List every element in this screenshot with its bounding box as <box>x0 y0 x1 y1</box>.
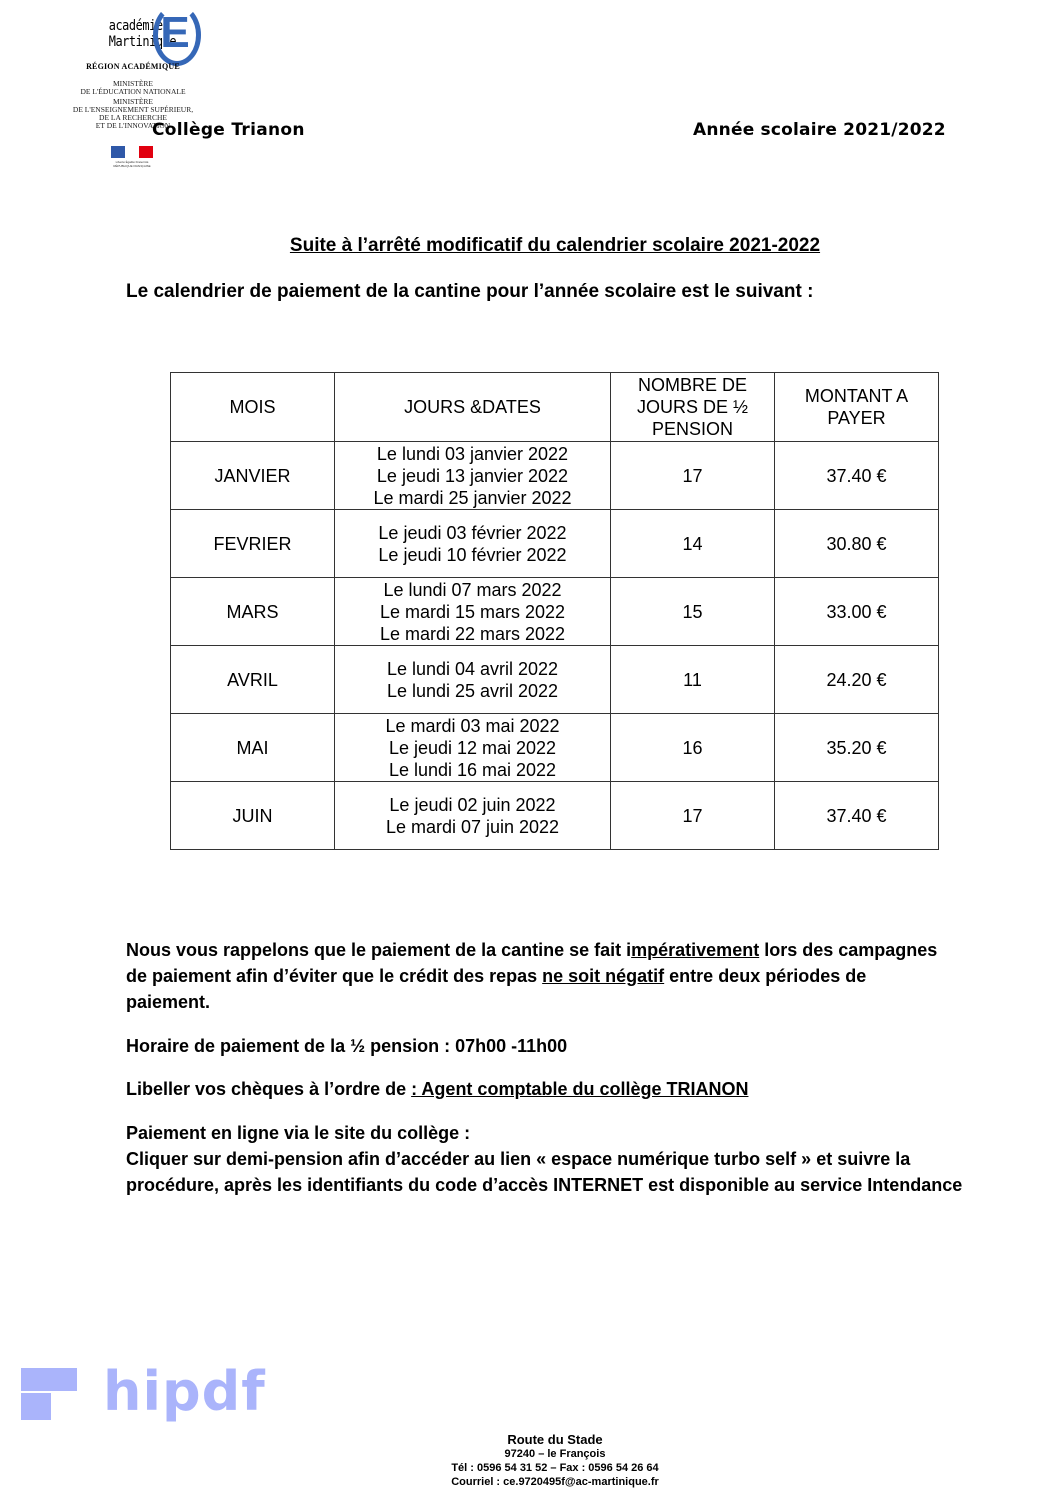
cell-mois: AVRIL <box>171 646 335 714</box>
footer-city: 97240 – le François <box>504 1448 606 1460</box>
cell-jours: 16 <box>611 714 775 782</box>
cell-dates <box>335 578 611 646</box>
cell-dates <box>335 442 611 510</box>
cell-mois: JUIN <box>171 782 335 850</box>
online-payment-instructions: Cliquer sur demi-pension afin d’accéder au lien « espace numérique turbo self » et suivre la procédure, après les identifiants du code d’accès INTERNET est disponible au service Intendance <box>126 1149 963 1195</box>
reminder-paragraph <box>126 937 946 1015</box>
payment-calendar-table <box>170 372 939 850</box>
hipdf-logo-icon <box>21 1368 77 1420</box>
header-nombre-jours <box>611 373 775 442</box>
header-nombre-line2: JOURS DE ½ <box>636 397 749 417</box>
cell-jours: 11 <box>611 646 775 714</box>
cell-jours: 15 <box>611 578 775 646</box>
horaire-paragraph: Horaire de paiement de la ½ pension : 07h00 -11h00 <box>126 1036 568 1056</box>
reminder-emphasis-2: ne soit négatif <box>542 966 665 986</box>
date-line: Le mardi 03 mai 2022 <box>385 715 560 736</box>
footer-address <box>400 1433 710 1489</box>
date-line: Le jeudi 10 février 2022 <box>378 544 567 565</box>
cell-mois: FEVRIER <box>171 510 335 578</box>
table-row <box>171 646 939 714</box>
cheques-prefix: Libeller vos chèques à l’ordre de <box>126 1079 412 1099</box>
date-line: Le jeudi 12 mai 2022 <box>388 737 557 758</box>
college-name: Collège Trianon <box>152 120 305 140</box>
cell-mois: MAI <box>171 714 335 782</box>
header-nombre-line3: PENSION <box>651 419 734 439</box>
online-payment-title: Paiement en ligne via le site du collège : <box>126 1123 471 1143</box>
table-row <box>171 442 939 510</box>
cell-dates <box>335 510 611 578</box>
cell-jours: 17 <box>611 782 775 850</box>
footer-phone-fax: Tél : 0596 54 31 52 – Fax : 0596 54 26 64 <box>451 1462 659 1474</box>
table-row <box>171 714 939 782</box>
cheques-payee: : Agent comptable du collège TRIANON <box>411 1079 749 1099</box>
footer-street: Route du Stade <box>507 1432 603 1447</box>
header-montant-line1: MONTANT A <box>804 386 909 406</box>
ministere2-line1: MINISTÈRE <box>113 97 153 106</box>
date-line: Le mardi 07 juin 2022 <box>385 816 560 837</box>
cell-jours: 14 <box>611 510 775 578</box>
date-line: Le mardi 15 mars 2022 <box>379 601 566 622</box>
ministere2-line4: ET DE L'INNOVATION <box>95 121 171 130</box>
cell-montant: 35.20 € <box>775 714 939 782</box>
cell-dates <box>335 714 611 782</box>
cell-mois: JANVIER <box>171 442 335 510</box>
header-nombre-line1: NOMBRE DE <box>637 375 747 395</box>
cell-montant: 37.40 € <box>775 442 939 510</box>
cell-dates <box>335 646 611 714</box>
reminder-text-1: Nous vous rappelons que le paiement de la cantine se fait i <box>126 940 632 960</box>
academie-line2: Martinique <box>108 34 177 50</box>
reminder-emphasis-1: mpérativement <box>631 940 760 960</box>
cell-mois: MARS <box>171 578 335 646</box>
header-montant-line2: PAYER <box>827 408 886 428</box>
table-row <box>171 510 939 578</box>
date-line: Le mardi 25 janvier 2022 <box>373 487 572 508</box>
ministere1-line2: DE L'ÉDUCATION NATIONALE <box>80 87 186 96</box>
table-header-row <box>171 373 939 442</box>
date-line: Le lundi 04 avril 2022 <box>386 658 559 679</box>
hipdf-watermark: hipdf <box>103 1360 266 1423</box>
date-line: Le mardi 22 mars 2022 <box>379 623 566 644</box>
header-mois: MOIS <box>171 373 335 442</box>
footer-email: Courriel : ce.9720495f@ac-martinique.fr <box>451 1476 659 1488</box>
table-row <box>171 782 939 850</box>
academie-logo-text <box>108 18 177 50</box>
french-flag-icon <box>111 146 153 158</box>
cell-dates <box>335 782 611 850</box>
academie-line1: académie <box>108 18 163 34</box>
header-montant <box>775 373 939 442</box>
cell-montant: 24.20 € <box>775 646 939 714</box>
cheques-paragraph <box>126 1076 986 1102</box>
date-line: Le lundi 03 janvier 2022 <box>376 443 569 464</box>
cell-montant: 30.80 € <box>775 510 939 578</box>
intro-heading: Le calendrier de paiement de la cantine pour l’année scolaire est le suivant : <box>126 281 814 302</box>
ministere1-line1: MINISTÈRE <box>113 79 153 88</box>
document-subtitle: Suite à l’arrêté modificatif du calendrier scolaire 2021-2022 <box>289 235 821 256</box>
cell-jours: 17 <box>611 442 775 510</box>
date-line: Le lundi 25 avril 2022 <box>386 680 559 701</box>
date-line: Le lundi 16 mai 2022 <box>388 759 557 780</box>
ministere2-line3: DE LA RECHERCHE <box>99 113 167 122</box>
header-jours-dates: JOURS &DATES <box>335 373 611 442</box>
school-year: Année scolaire 2021/2022 <box>693 120 946 140</box>
date-line: Le jeudi 02 juin 2022 <box>389 794 556 815</box>
online-payment-paragraph <box>126 1120 976 1198</box>
reminder-text-2: lors des campagnes de paiement afin d’éviter que le crédit des repas <box>126 940 938 986</box>
region-academique: RÉGION ACADÉMIQUE <box>86 62 180 71</box>
cell-montant: 33.00 € <box>775 578 939 646</box>
date-line: Le jeudi 03 février 2022 <box>378 522 567 543</box>
reminder-text-3: entre deux périodes de paiement. <box>126 966 867 1012</box>
table-row <box>171 578 939 646</box>
academie-e-icon: E <box>160 8 190 57</box>
date-line: Le jeudi 13 janvier 2022 <box>376 465 569 486</box>
date-line: Le lundi 07 mars 2022 <box>383 579 562 600</box>
ministere2-line2: DE L'ENSEIGNEMENT SUPÉRIEUR, <box>72 105 194 114</box>
flag-caption: Liberté Égalité Fraternité RÉPUBLIQUE FRANÇAISE <box>113 160 151 168</box>
cell-montant: 37.40 € <box>775 782 939 850</box>
